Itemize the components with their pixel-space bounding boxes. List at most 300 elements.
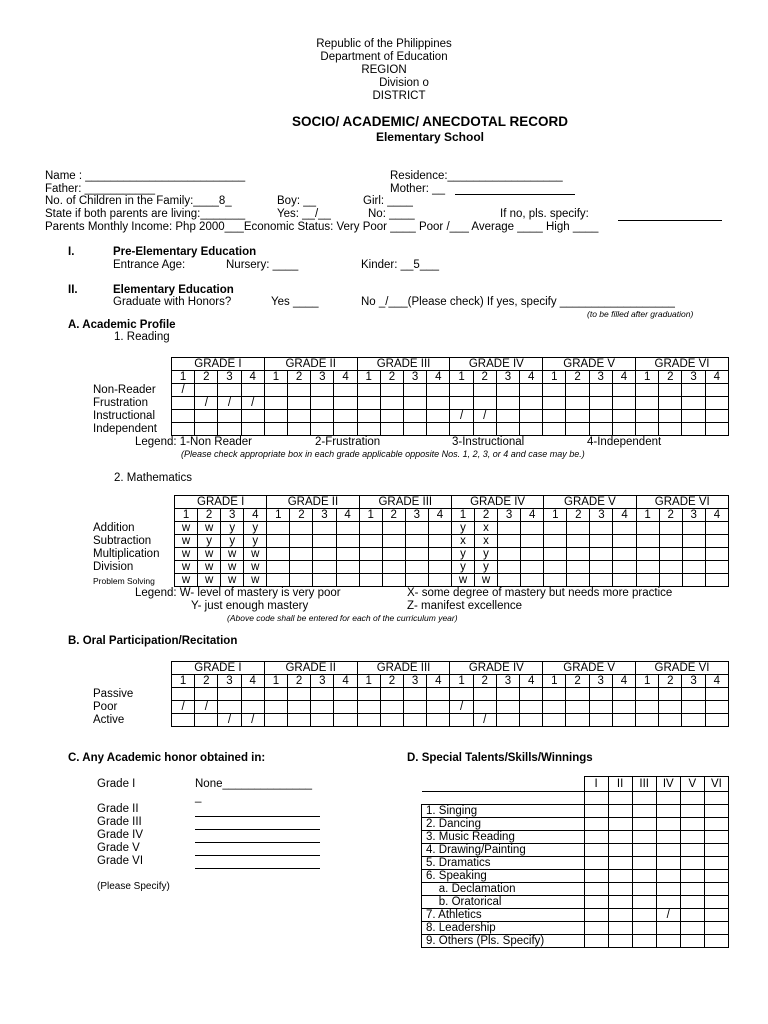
grid-cell [543, 410, 566, 423]
talent-cell [608, 870, 632, 883]
grid-cell [544, 561, 567, 574]
grid-cell: w [221, 574, 244, 587]
talent-row [422, 922, 729, 935]
grid-cell [195, 384, 218, 397]
grid-cell [380, 714, 403, 727]
grid-cell [290, 561, 313, 574]
grid-cell [682, 410, 705, 423]
grade-header: GRADE IV [450, 358, 543, 371]
grid-cell [567, 574, 590, 587]
grid-cell [473, 423, 496, 436]
grade-header: GRADE V [544, 496, 636, 509]
quarter-cell: 1 [636, 675, 659, 688]
talent-cell [608, 883, 632, 896]
grade-header: GRADE II [267, 496, 359, 509]
grid-cell [613, 548, 636, 561]
grid-cell [311, 410, 334, 423]
quarter-cell: 2 [195, 675, 218, 688]
quarter-cell: 3 [682, 509, 705, 522]
grid-cell [428, 561, 451, 574]
grid-cell [566, 410, 589, 423]
grade-header: GRADE I [172, 662, 265, 675]
talent-row [422, 844, 729, 857]
grid-cell [705, 397, 728, 410]
grid-cell [288, 384, 311, 397]
row-label: Non-Reader [93, 384, 156, 396]
talent-row [422, 805, 729, 818]
quarter-cell: 1 [451, 509, 474, 522]
grid-cell [566, 688, 589, 701]
grid-cell [496, 714, 519, 727]
department-line: Department of Education [320, 51, 448, 63]
quarter-cell: 4 [612, 371, 635, 384]
grid-cell [659, 561, 682, 574]
grid-cell [590, 561, 613, 574]
grade-header: GRADE VI [636, 358, 729, 371]
talent-cell [680, 909, 704, 922]
grade-header: GRADE III [359, 496, 451, 509]
talent-cell [704, 870, 728, 883]
grid-cell [267, 535, 290, 548]
grid-cell [334, 688, 357, 701]
grid-cell [496, 701, 519, 714]
grid-cell: x [475, 522, 498, 535]
grid-cell [613, 522, 636, 535]
row-label: Instructional [93, 410, 156, 422]
row-label: Multiplication [93, 548, 160, 560]
grid-cell [264, 714, 287, 727]
grid-cell: w [198, 522, 221, 535]
grid-cell [427, 688, 450, 701]
grid-cell [195, 688, 218, 701]
talent-grade-header: III [632, 777, 656, 792]
talent-row [422, 909, 729, 922]
talent-cell [608, 896, 632, 909]
grid-cell [267, 522, 290, 535]
grid-cell [566, 714, 589, 727]
grid-cell [589, 410, 612, 423]
grid-row [172, 701, 729, 714]
grid-cell [543, 397, 566, 410]
talent-cell [656, 935, 680, 948]
entrance-age-label: Entrance Age: [113, 259, 186, 271]
talent-grade-header: II [608, 777, 632, 792]
quarter-cell: 4 [428, 509, 451, 522]
grid-cell: y [451, 561, 474, 574]
grid-cell [612, 410, 635, 423]
quarter-cell: 2 [473, 371, 496, 384]
section-1-number: I. [68, 246, 75, 258]
talent-cell [680, 883, 704, 896]
talent-cell [584, 883, 608, 896]
quarter-cell: 4 [705, 675, 728, 688]
math-table [174, 495, 729, 587]
grid-cell: / [473, 714, 496, 727]
grid-cell [380, 688, 403, 701]
quarter-cell: 2 [659, 509, 682, 522]
grid-cell: w [175, 522, 198, 535]
quarter-cell: 2 [475, 509, 498, 522]
talent-cell [632, 818, 656, 831]
talent-spacer-cell [632, 792, 656, 805]
grid-cell [428, 548, 451, 561]
grid-cell [473, 384, 496, 397]
grid-cell [543, 384, 566, 397]
talent-cell: / [656, 909, 680, 922]
talent-cell [680, 818, 704, 831]
grid-cell [705, 714, 728, 727]
grade-header: GRADE II [264, 662, 357, 675]
living-yes-field: Yes: __/__ [277, 208, 331, 220]
talent-cell [608, 805, 632, 818]
grid-cell: w [244, 548, 267, 561]
grid-cell [498, 574, 521, 587]
row-label: Frustration [93, 397, 148, 409]
grid-cell: w [175, 561, 198, 574]
quarter-cell: 3 [589, 371, 612, 384]
quarter-cell: 1 [636, 371, 659, 384]
grade-header: GRADE II [264, 358, 357, 371]
grid-cell [589, 701, 612, 714]
grid-cell [590, 522, 613, 535]
grid-cell [336, 561, 359, 574]
grid-cell [172, 397, 195, 410]
honors-yes: Yes ____ [271, 296, 319, 308]
talent-cell [680, 857, 704, 870]
grid-cell [311, 714, 334, 727]
grid-cell [682, 714, 705, 727]
talent-row [422, 857, 729, 870]
talent-cell [608, 857, 632, 870]
quarter-cell: 3 [589, 675, 612, 688]
children-field: No. of Children in the Family:____8_ [45, 195, 232, 207]
talent-cell [704, 922, 728, 935]
grid-cell [336, 535, 359, 548]
talent-cell [632, 805, 656, 818]
page-title: SOCIO/ ACADEMIC/ ANECDOTAL RECORD [291, 114, 568, 129]
talent-cell [632, 922, 656, 935]
grid-cell [544, 548, 567, 561]
grid-cell [313, 561, 336, 574]
row-label: Addition [93, 522, 135, 534]
grid-cell [405, 522, 428, 535]
grid-cell: w [475, 574, 498, 587]
talent-cell [584, 909, 608, 922]
grid-cell [172, 410, 195, 423]
math-legend-w: Legend: W- level of mastery is very poor [135, 587, 341, 599]
grid-row [172, 688, 729, 701]
grid-cell: y [221, 535, 244, 548]
honor-grade-label: Grade II [97, 803, 139, 815]
honor-grade-label: Grade V [97, 842, 140, 854]
honors-note: (to be filled after graduation) [587, 309, 694, 319]
grade-header: GRADE III [357, 358, 450, 371]
grid-cell [521, 535, 544, 548]
talent-cell [704, 831, 728, 844]
grid-cell [521, 548, 544, 561]
grid-cell [473, 688, 496, 701]
grid-cell [357, 397, 380, 410]
grade-header: GRADE VI [636, 496, 728, 509]
quarter-cell: 4 [334, 675, 357, 688]
quarter-cell: 1 [636, 509, 659, 522]
talent-row [422, 818, 729, 831]
grid-cell [195, 714, 218, 727]
grid-cell [359, 535, 382, 548]
grid-cell [636, 561, 659, 574]
talent-cell [584, 831, 608, 844]
talents-table [421, 776, 729, 948]
reading-legend-2: 2-Frustration [315, 436, 381, 448]
grid-cell [498, 522, 521, 535]
talent-spacer-cell [656, 792, 680, 805]
talent-cell [584, 844, 608, 857]
grid-cell [659, 522, 682, 535]
row-label: Active [93, 714, 125, 726]
grid-cell [636, 397, 659, 410]
grid-cell [567, 535, 590, 548]
quarter-cell: 4 [705, 509, 728, 522]
grid-cell: / [218, 397, 241, 410]
grid-cell [589, 423, 612, 436]
grid-cell [496, 688, 519, 701]
grid-cell [264, 701, 287, 714]
grid-cell [567, 561, 590, 574]
talent-name: 6. Speaking [422, 870, 585, 883]
grid-cell [405, 561, 428, 574]
grid-cell [659, 701, 682, 714]
grid-cell [566, 701, 589, 714]
grid-cell [357, 688, 380, 701]
math-label: 2. Mathematics [114, 472, 192, 484]
grid-row [172, 384, 729, 397]
grid-cell [682, 522, 705, 535]
grid-cell [450, 714, 473, 727]
talent-spacer-cell [608, 792, 632, 805]
name-field: Name : _________________________ [45, 170, 246, 182]
oral-participation-title: B. Oral Participation/Recitation [68, 635, 238, 647]
talent-cell [632, 883, 656, 896]
grid-cell [659, 410, 682, 423]
grid-cell [705, 410, 728, 423]
quarter-cell: 3 [218, 675, 241, 688]
talent-cell [608, 818, 632, 831]
grid-cell: w [244, 574, 267, 587]
grid-cell: w [175, 535, 198, 548]
grid-cell [218, 384, 241, 397]
quarter-cell: 3 [405, 509, 428, 522]
if-no-label: If no, pls. specify: [500, 208, 589, 220]
quarter-cell: 1 [357, 371, 380, 384]
math-legend-x: X- some degree of mastery but needs more practice [407, 587, 673, 599]
talent-name: 5. Dramatics [422, 857, 585, 870]
talent-name: b. Oratorical [422, 896, 585, 909]
grid-cell [267, 548, 290, 561]
grid-cell [543, 701, 566, 714]
grid-cell [380, 423, 403, 436]
grid-cell [612, 714, 635, 727]
grid-cell [172, 688, 195, 701]
talent-cell [608, 831, 632, 844]
grid-cell [612, 384, 635, 397]
if-no-line [618, 220, 722, 221]
grid-cell [288, 397, 311, 410]
grid-cell [427, 423, 450, 436]
grid-cell [311, 397, 334, 410]
grid-cell [264, 397, 287, 410]
grid-cell [705, 701, 728, 714]
grid-cell [428, 535, 451, 548]
grid-cell [636, 423, 659, 436]
grid-cell [589, 688, 612, 701]
grid-cell [264, 423, 287, 436]
grid-cell [380, 701, 403, 714]
grid-cell [172, 714, 195, 727]
grid-cell [613, 535, 636, 548]
talent-row [422, 831, 729, 844]
grid-cell [659, 423, 682, 436]
talent-cell [584, 805, 608, 818]
section-2-title: Elementary Education [113, 284, 234, 296]
quarter-cell: 2 [195, 371, 218, 384]
grid-cell [543, 688, 566, 701]
grid-cell [659, 714, 682, 727]
grid-cell: / [195, 701, 218, 714]
grid-cell [612, 701, 635, 714]
honor-grade-label: Grade VI [97, 855, 144, 867]
grid-cell: y [451, 548, 474, 561]
grid-cell [405, 548, 428, 561]
quarter-cell: 2 [566, 371, 589, 384]
reading-label: 1. Reading [114, 331, 170, 343]
grid-cell [218, 701, 241, 714]
talent-cell [680, 896, 704, 909]
talent-grade-header: I [584, 777, 608, 792]
section-2-number: II. [68, 284, 78, 296]
grid-cell [566, 384, 589, 397]
talent-header-blank [422, 777, 585, 792]
grid-cell [566, 423, 589, 436]
honor-line [195, 855, 320, 856]
talent-cell [656, 883, 680, 896]
reading-note: (Please check appropriate box in each grade applicable opposite Nos. 1, 2, 3, or 4 and case may be.) [181, 449, 585, 459]
grid-cell [498, 561, 521, 574]
grid-cell: w [221, 548, 244, 561]
grid-cell [427, 701, 450, 714]
grid-cell: / [172, 384, 195, 397]
quarter-cell: 1 [544, 509, 567, 522]
talent-grade-header: V [680, 777, 704, 792]
academic-profile-title: A. Academic Profile [68, 319, 176, 331]
income-field: Parents Monthly Income: Php 2000___Economic Status: Very Poor ____ Poor /___ Average ____ High ____ [45, 221, 599, 233]
grid-cell [636, 701, 659, 714]
grid-cell [659, 688, 682, 701]
talent-name: 3. Music Reading [422, 831, 585, 844]
quarter-cell: 2 [382, 509, 405, 522]
grid-cell [311, 384, 334, 397]
grid-cell [450, 384, 473, 397]
grid-cell: / [241, 714, 264, 727]
grid-cell [705, 574, 728, 587]
mother-field: Mother: __ [390, 183, 445, 195]
quarter-cell: 1 [450, 675, 473, 688]
honor-line [195, 816, 320, 817]
reading-legend-3: 3-Instructional [452, 436, 525, 448]
father-field: Father: ___________ [45, 183, 155, 195]
talent-spacer-cell [584, 792, 608, 805]
grid-cell [567, 522, 590, 535]
grid-cell [496, 423, 519, 436]
grid-cell [380, 384, 403, 397]
grid-row [175, 548, 729, 561]
talent-cell [680, 922, 704, 935]
grid-cell [498, 535, 521, 548]
row-label: Division [93, 561, 134, 573]
grid-cell [288, 714, 311, 727]
honor-line [195, 829, 320, 830]
grid-cell [589, 384, 612, 397]
talent-cell [632, 909, 656, 922]
grid-cell [241, 384, 264, 397]
grid-cell [544, 522, 567, 535]
grid-cell [705, 561, 728, 574]
talent-cell [632, 870, 656, 883]
grid-cell [218, 410, 241, 423]
grid-cell [496, 397, 519, 410]
grid-cell: y [198, 535, 221, 548]
talent-row [422, 870, 729, 883]
grid-cell: w [451, 574, 474, 587]
grid-cell [357, 410, 380, 423]
header-block [284, 38, 484, 103]
talent-cell [680, 844, 704, 857]
grid-row [172, 423, 729, 436]
grade-header: GRADE I [175, 496, 267, 509]
quarter-cell: 4 [705, 371, 728, 384]
quarter-cell: 4 [520, 675, 543, 688]
grid-cell [498, 548, 521, 561]
quarter-cell: 1 [175, 509, 198, 522]
talent-cell [608, 909, 632, 922]
quarter-cell: 4 [520, 371, 543, 384]
grid-cell [264, 688, 287, 701]
quarter-cell: 3 [404, 675, 427, 688]
talent-cell [656, 831, 680, 844]
grid-cell [682, 574, 705, 587]
grid-cell [659, 574, 682, 587]
talent-cell [680, 935, 704, 948]
grid-cell [359, 548, 382, 561]
talent-grade-header: VI [704, 777, 728, 792]
grid-cell: / [241, 397, 264, 410]
grid-cell [428, 522, 451, 535]
grid-cell: w [175, 548, 198, 561]
parents-living-field: State if both parents are living:_______ [45, 208, 246, 220]
grid-cell [382, 535, 405, 548]
grid-cell [334, 410, 357, 423]
nursery-field: Nursery: ____ [226, 259, 299, 271]
math-legend-z: Z- manifest excellence [407, 600, 523, 612]
section-1-title: Pre-Elementary Education [113, 246, 257, 258]
grid-cell [496, 384, 519, 397]
grade-header: GRADE I [172, 358, 265, 371]
grid-cell [682, 701, 705, 714]
grid-cell: x [475, 535, 498, 548]
quarter-cell: 3 [498, 509, 521, 522]
grid-cell [612, 423, 635, 436]
grid-cell [636, 574, 659, 587]
quarter-cell: 1 [357, 675, 380, 688]
